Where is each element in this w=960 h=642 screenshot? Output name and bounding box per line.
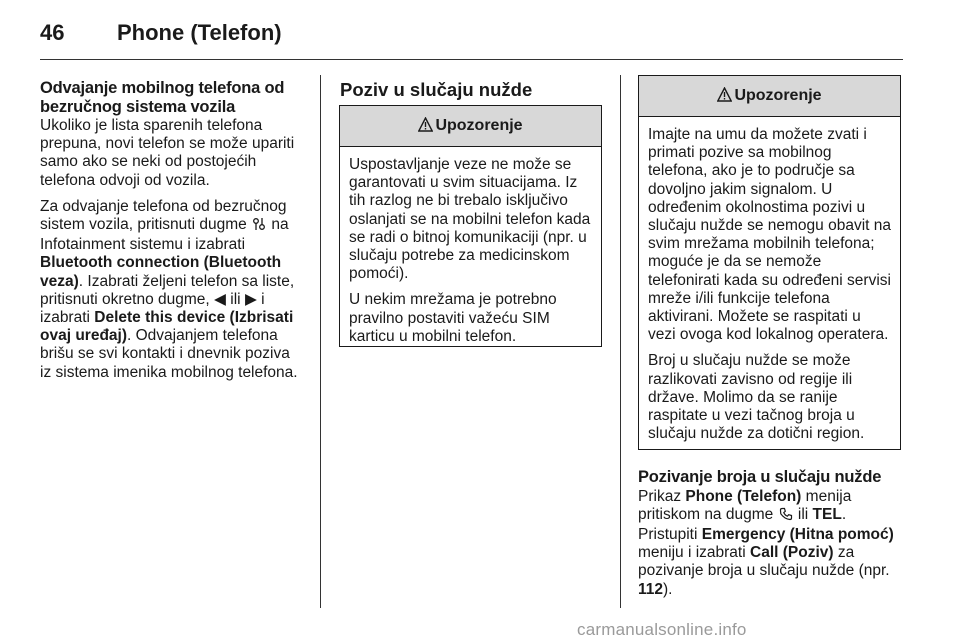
paragraph-emergency-call xyxy=(638,526,898,599)
left-arrow-icon: ◀ xyxy=(214,290,226,308)
menu-phone-telefon: Phone (Telefon) xyxy=(685,487,802,505)
text: Za odvajanje telefona od bezručnog sistem vozila, pritisnuti dugme xyxy=(40,197,287,234)
paragraph-phone-menu xyxy=(638,488,898,526)
emergency-number: 112 xyxy=(638,580,664,598)
text: . xyxy=(841,505,847,523)
section-heading-disconnect: Odvajanje mobilnog telefona od bezručnog sistema vozila xyxy=(40,79,285,116)
text: meniju i izabrati xyxy=(638,544,746,562)
warning-body xyxy=(639,117,900,457)
text: Pristupiti xyxy=(638,525,698,543)
warning-triangle-icon xyxy=(418,108,433,148)
button-tel: TEL xyxy=(812,505,842,523)
text: . Odvajanjem telefona brišu se svi kontakti i dnevnik poziva iz sistema imenika mobilnog telefona. xyxy=(40,327,298,381)
settings-knob-icon xyxy=(252,217,266,236)
text: na Infotainment sistemu i izabrati xyxy=(40,216,289,254)
warning-text: U nekim mrežama je potrebno pravilno postaviti važeću SIM karticu u mobilni telefon. xyxy=(349,291,557,345)
text: . Izabrati željeni telefon sa liste, pritisnuti okretno dugme, xyxy=(40,272,295,308)
warning-box-2 xyxy=(638,75,901,450)
menu-item-bluetooth-connection: Bluetooth connection (Bluetooth veza) xyxy=(40,254,282,290)
text: i izabrati xyxy=(40,290,265,327)
menu-item-emergency: Emergency (Hitna pomoć) xyxy=(701,525,894,543)
text: ). xyxy=(663,580,673,598)
warning-box-1 xyxy=(339,105,602,347)
warning-header xyxy=(639,76,900,117)
text: ili xyxy=(797,505,809,523)
page-title: Phone (Telefon) xyxy=(117,20,282,45)
right-arrow-icon: ▶ xyxy=(244,290,257,308)
page-number: 46 xyxy=(40,20,65,45)
menu-item-delete-device: Delete this device (Izbrisati ovaj uređaj) xyxy=(40,309,294,345)
phone-handset-icon xyxy=(779,507,793,526)
menu-item-call: Call (Poziv) xyxy=(750,544,834,562)
watermark: carmanualsonline.info xyxy=(577,620,747,639)
text: Ukoliko je lista sparenih telefona prepuna, novi telefon se može upariti samo ako se neki od postojećih telefona odvoji od vozila. xyxy=(40,117,295,189)
warning-label: Upozorenje xyxy=(734,87,822,104)
warning-label: Upozorenje xyxy=(435,117,523,134)
warning-header xyxy=(340,106,601,147)
paragraph-disconnect-intro xyxy=(40,117,305,190)
header-divider xyxy=(40,59,903,60)
warning-text: Broj u slučaju nužde se može razlikovati zavisno od regije ili države. Molimo da se ranije raspitate u vezi tačnog broja u slučaju nužde za dotični region. xyxy=(648,352,865,443)
warning-triangle-icon xyxy=(717,78,732,118)
column-divider-1 xyxy=(320,75,321,608)
text: ili xyxy=(230,290,241,308)
text: za pozivanje broja u slučaju nužde (npr. xyxy=(638,544,890,580)
text: Prikaz xyxy=(638,487,682,505)
warning-text: Uspostavljanje veze ne može se garantovati u svim situacijama. Iz tih razlog ne bi trebalo isključivo oslanjati se na mobilni telefon kada se radi o bitnoj komunikaciji (npr. u slučaju potrebe za medicinskom pomoći). xyxy=(349,156,591,283)
warning-text: Imajte na umu da možete zvati i primati pozive sa mobilnog telefona, ako je to područje sa dovoljno jakim signalom. U određenim okolnostima pozivi u slučaju nužde se nemogu obavit na svim mrežama mobilnih telefona; moguće je da se nemože telefonirati kada su određeni servisi mreže i/ili funkcije telefona aktivirani. Možete se raspitati u vezi ovoga kod lokalnog operatera. xyxy=(648,126,891,344)
text: menija pritiskom na dugme xyxy=(638,487,852,523)
column-3-section xyxy=(638,468,898,607)
section-heading-emergency: Poziv u slučaju nužde xyxy=(340,79,533,100)
column-1 xyxy=(40,79,305,390)
column-divider-2 xyxy=(620,75,621,608)
paragraph-disconnect-steps xyxy=(40,198,305,382)
warning-body xyxy=(340,147,601,360)
section-heading-dial-emergency: Pozivanje broja u slučaju nužde xyxy=(638,468,882,486)
